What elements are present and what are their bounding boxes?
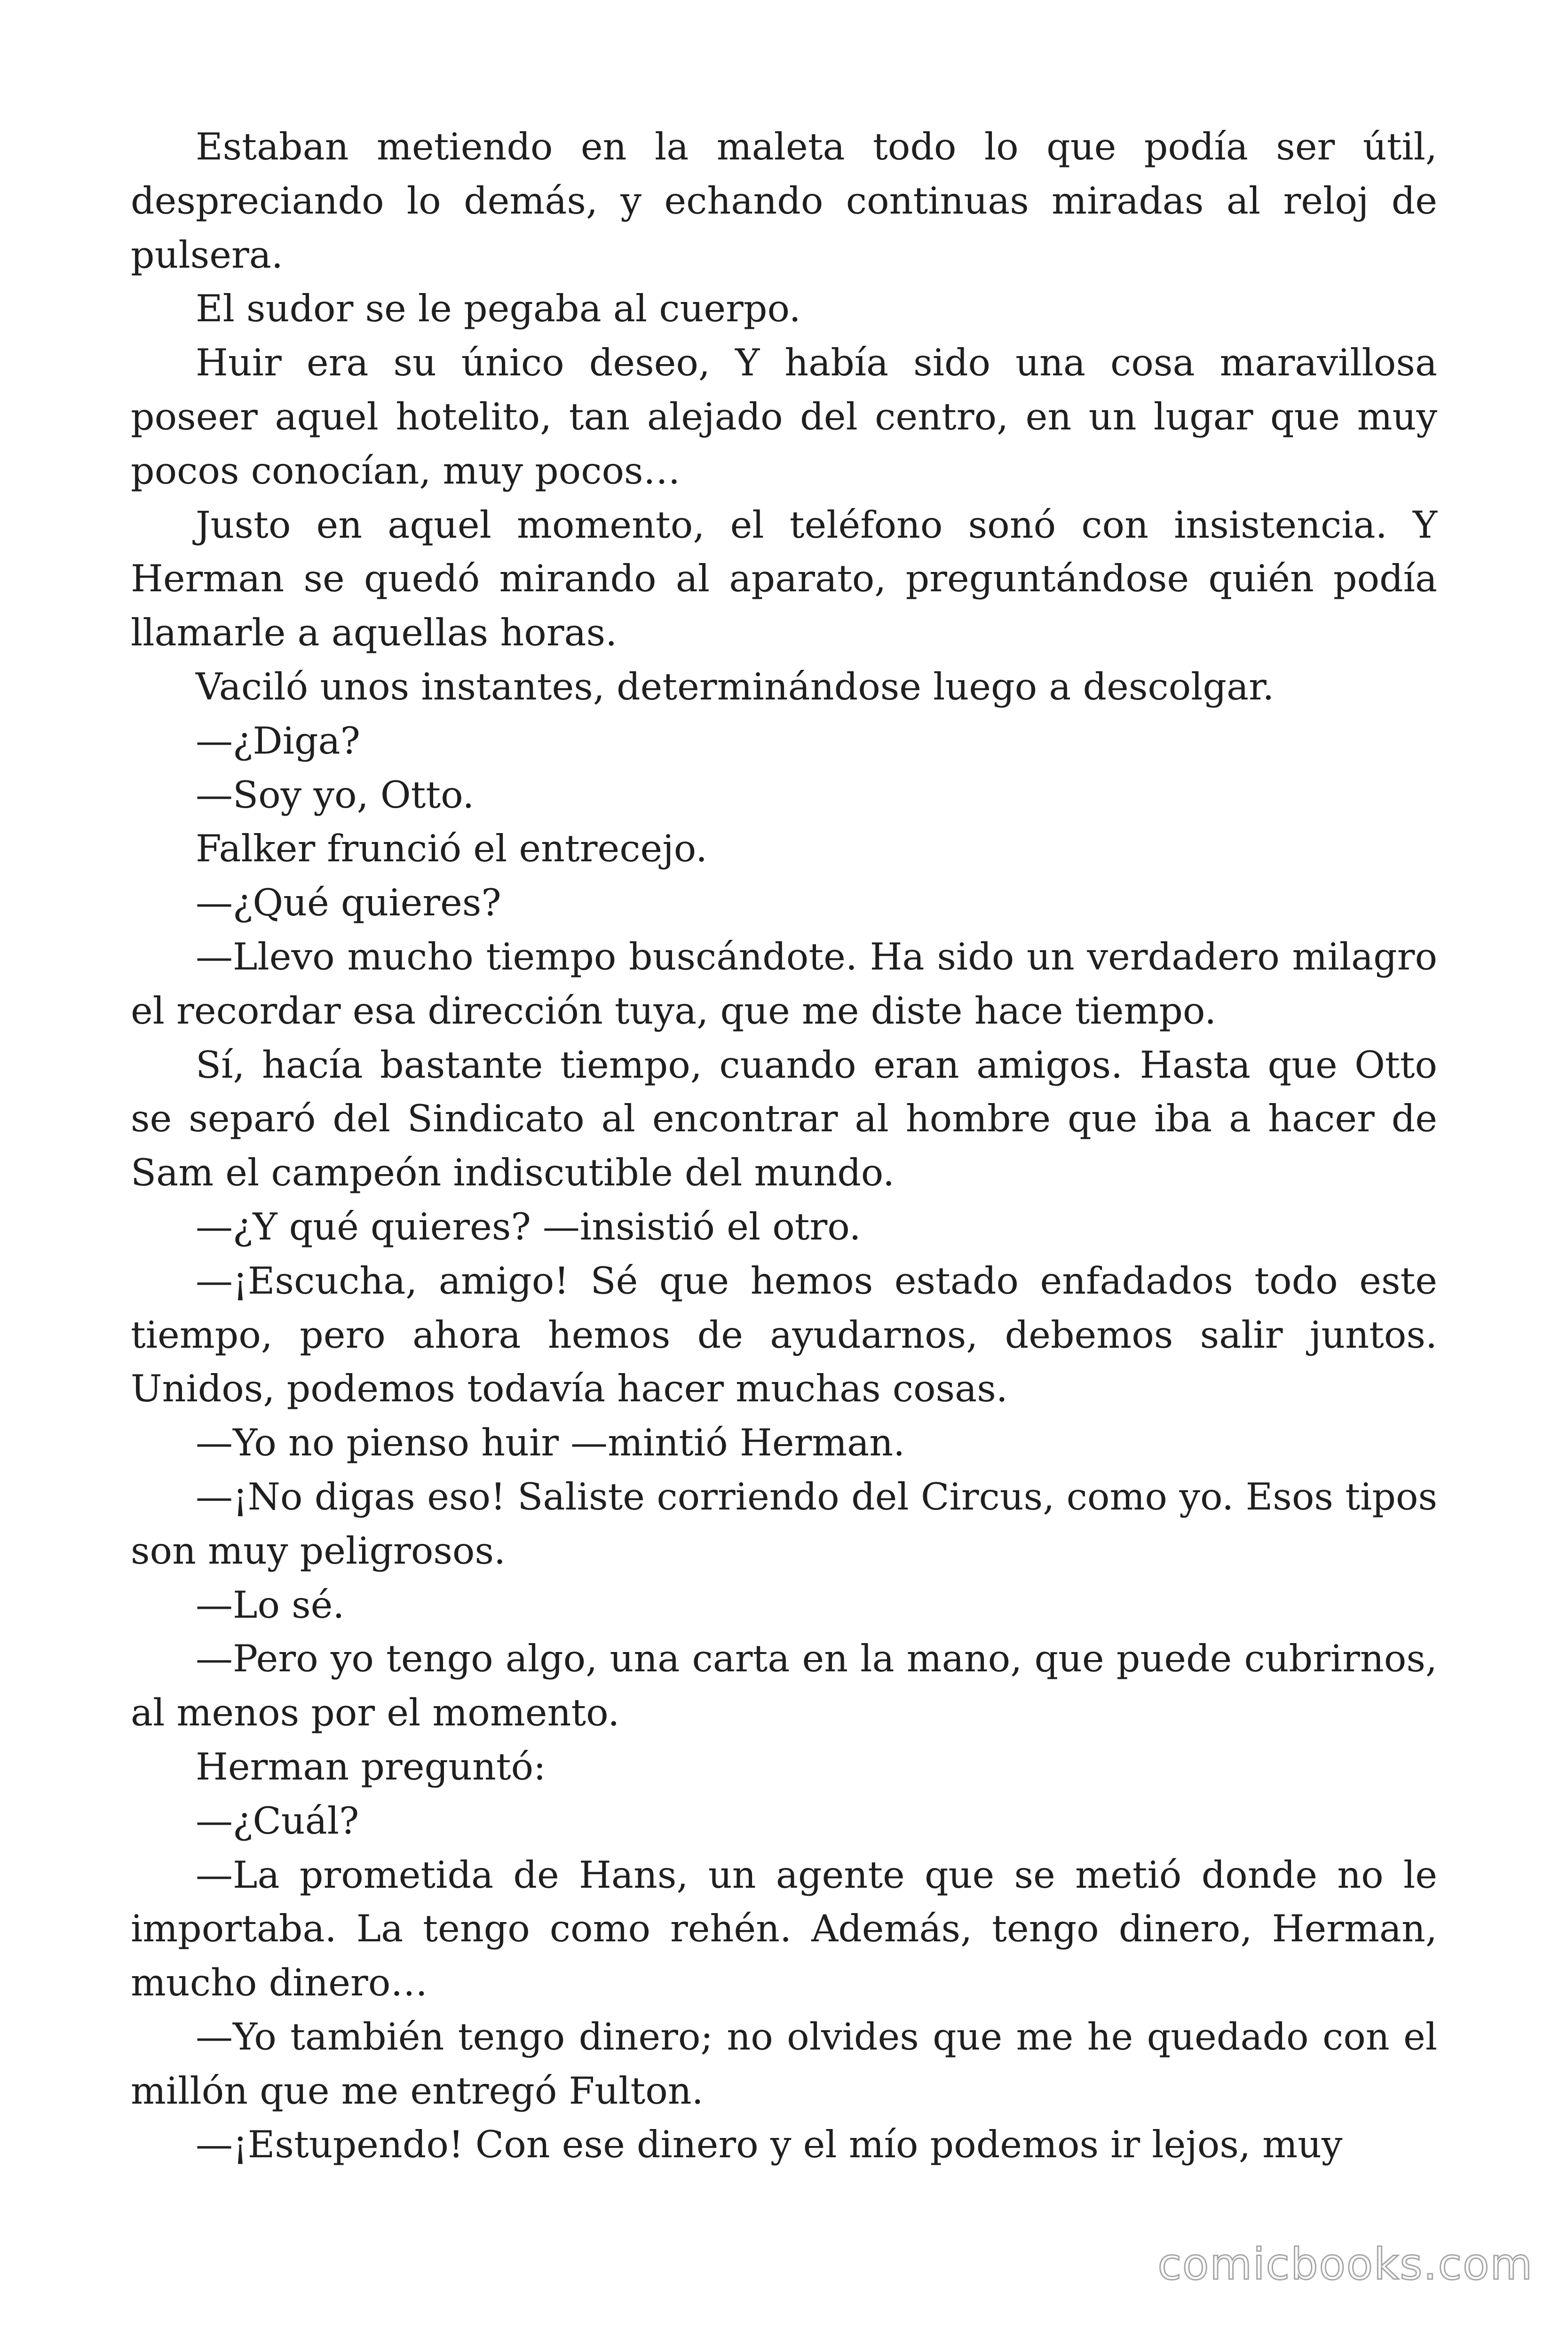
dialogue-line: —¡No digas eso! Saliste corriendo del Circus, como yo. Esos tipos son muy peligrosos. — [131, 1475, 1437, 1573]
dialogue-line: —Llevo mucho tiempo buscándote. Ha sido un verdadero milagro el recordar esa dirección tuya, que me diste hace tiempo. — [131, 935, 1437, 1033]
paragraph: El sudor se le pegaba al cuerpo. — [196, 287, 801, 331]
dialogue-line: —¡Estupendo! Con ese dinero y el mío podemos ir lejos, muy — [196, 2123, 1343, 2167]
paragraph: Justo en aquel momento, el teléfono sonó con insistencia. Y Herman se quedó mirando al aparato, preguntándose quién podía llamarle a aquellas horas. — [131, 503, 1437, 655]
watermark-text: comicbooks.com — [1157, 2239, 1533, 2289]
dialogue-line: —Yo también tengo dinero; no olvides que me he quedado con el millón que me entregó Fulton. — [131, 2015, 1437, 2113]
dialogue-line: —Soy yo, Otto. — [196, 773, 475, 817]
dialogue-line: —¿Y qué quieres? —insistió el otro. — [196, 1205, 861, 1248]
paragraph: Falker frunció el entrecejo. — [196, 827, 708, 871]
dialogue-line: —Lo sé. — [196, 1583, 345, 1627]
dialogue-line: —¿Qué quieres? — [196, 881, 501, 925]
paragraph: Huir era su único deseo, Y había sido una cosa maravillosa poseer aquel hotelito, tan alejado del centro, en un lugar que muy pocos conocían, muy pocos… — [131, 341, 1437, 493]
dialogue-line: —Yo no pienso huir —mintió Herman. — [196, 1421, 905, 1465]
paragraph: Herman preguntó: — [196, 1745, 546, 1788]
paragraph: Sí, hacía bastante tiempo, cuando eran amigos. Hasta que Otto se separó del Sindicato al encontrar al hombre que iba a hacer de Sam el campeón indiscutible del mundo. — [131, 1043, 1437, 1195]
dialogue-line: —¡Escucha, amigo! Sé que hemos estado enfadados todo este tiempo, pero ahora hemos de ayudarnos, debemos salir juntos. Unidos, podemos todavía hacer muchas cosas. — [131, 1259, 1437, 1411]
paragraph: Vaciló unos instantes, determinándose luego a descolgar. — [196, 665, 1275, 708]
dialogue-line: —¿Cuál? — [196, 1799, 359, 1843]
dialogue-line: —Pero yo tengo algo, una carta en la mano, que puede cubrirnos, al menos por el momento. — [131, 1637, 1437, 1735]
dialogue-line: —La prometida de Hans, un agente que se metió donde no le importaba. La tengo como rehén. Además, tengo dinero, Herman, mucho dinero… — [131, 1853, 1437, 2005]
dialogue-line: —¿Diga? — [196, 719, 360, 763]
paragraph: Estaban metiendo en la maleta todo lo que podía ser útil, despreciando lo demás, y echando continuas miradas al reloj de pulsera. — [131, 125, 1437, 277]
page-text — [131, 120, 1437, 2172]
